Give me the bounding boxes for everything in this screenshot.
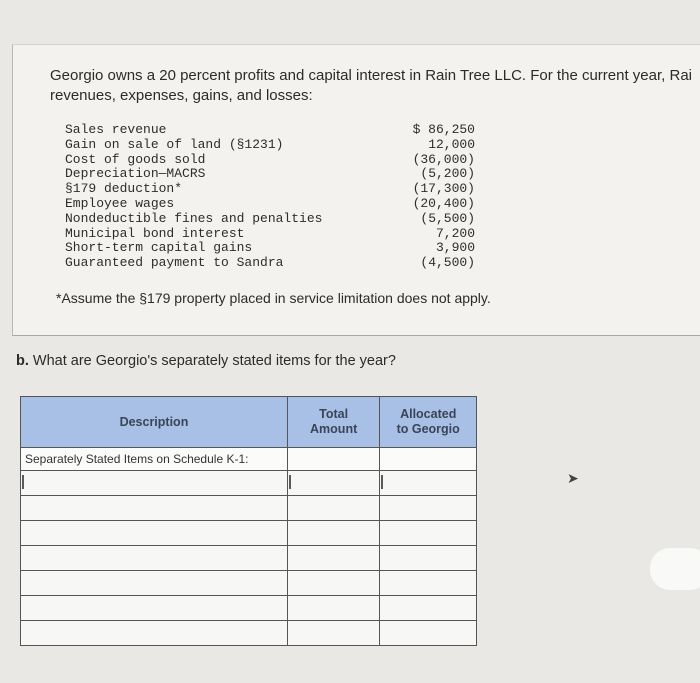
allocated-cell[interactable] — [380, 621, 477, 646]
description-input[interactable] — [24, 598, 288, 618]
allocated-input[interactable] — [383, 473, 477, 493]
financial-label: Sales revenue — [65, 122, 167, 137]
description-input[interactable] — [24, 548, 288, 568]
financial-label: Employee wages — [65, 195, 175, 211]
financial-label: Gain on sale of land (§1231) — [65, 136, 284, 152]
question-letter: b. — [16, 353, 29, 369]
description-cell[interactable] — [21, 471, 288, 496]
allocated-input[interactable] — [383, 573, 477, 593]
total-amount-cell[interactable] — [287, 496, 380, 521]
financial-value: (5,200) — [420, 166, 475, 182]
total-amount-cell[interactable] — [287, 521, 380, 546]
financial-row — [65, 197, 475, 212]
allocated-cell[interactable] — [380, 571, 477, 596]
total-amount-input[interactable] — [291, 498, 381, 518]
financial-value: $ 86,250 — [412, 122, 475, 137]
description-input[interactable] — [24, 473, 288, 493]
intro-line-2: revenues, expenses, gains, and losses: — [50, 87, 313, 104]
table-header-row — [21, 397, 477, 448]
table-row — [21, 621, 477, 646]
input-marker — [381, 475, 383, 489]
question-text: What are Georgio's separately stated items for the year? — [32, 353, 396, 369]
financial-value: (36,000) — [412, 151, 475, 167]
cursor-icon: ➤ — [567, 470, 579, 486]
k1-items-table — [20, 396, 477, 646]
header-total-line1: Total — [319, 407, 349, 421]
total-amount-input[interactable] — [291, 598, 381, 618]
total-amount-input[interactable] — [291, 623, 381, 643]
financial-label: §179 deduction* — [65, 181, 183, 197]
allocated-cell[interactable] — [380, 471, 477, 496]
financial-label: Guaranteed payment to Sandra — [65, 255, 284, 271]
allocated-cell[interactable] — [380, 496, 477, 521]
financial-row — [65, 212, 475, 227]
input-marker — [22, 475, 24, 489]
description-cell[interactable] — [21, 546, 288, 571]
table-row — [21, 521, 477, 546]
financial-value: 7,200 — [435, 225, 475, 241]
section-label-row — [21, 448, 477, 471]
allocated-cell[interactable] — [380, 596, 477, 621]
header-total-amount — [287, 397, 380, 448]
financial-label: Nondeductible fines and penalties — [65, 210, 323, 226]
footnote: *Assume the §179 property placed in service limitation does not apply. — [56, 290, 491, 306]
total-amount-input[interactable] — [291, 573, 381, 593]
financial-row — [65, 167, 475, 182]
section-label: Separately Stated Items on Schedule K-1: — [21, 448, 288, 471]
financial-row — [65, 227, 475, 242]
financial-value: (17,300) — [412, 181, 475, 197]
allocated-input[interactable] — [383, 498, 477, 518]
financial-label: Short-term capital gains — [65, 240, 253, 256]
header-description: Description — [21, 397, 288, 448]
financial-value: (4,500) — [420, 255, 475, 271]
input-marker — [289, 475, 291, 489]
header-allocated — [380, 397, 477, 448]
total-amount-input[interactable] — [291, 473, 381, 493]
financial-row — [65, 138, 475, 153]
financial-value: 12,000 — [428, 136, 475, 152]
description-input[interactable] — [24, 623, 288, 643]
financial-row — [65, 256, 475, 271]
table-row — [21, 571, 477, 596]
header-allocated-line2: to Georgio — [396, 422, 460, 436]
financial-value: (20,400) — [412, 195, 475, 211]
total-amount-cell[interactable] — [287, 596, 380, 621]
financial-label: Cost of goods sold — [65, 151, 206, 167]
total-amount-cell[interactable] — [287, 546, 380, 571]
financial-row — [65, 182, 475, 197]
financial-row — [65, 241, 475, 256]
header-total-line2: Amount — [310, 422, 358, 436]
intro-line-1: Georgio owns a 20 percent profits and capital interest in Rain Tree LLC. For the current year, Rai — [50, 67, 692, 84]
header-allocated-line1: Allocated — [400, 407, 457, 421]
table-row — [21, 496, 477, 521]
description-input[interactable] — [24, 498, 288, 518]
description-cell[interactable] — [21, 571, 288, 596]
total-amount-input[interactable] — [291, 548, 381, 568]
question-prompt — [16, 353, 396, 369]
total-amount-cell[interactable] — [287, 571, 380, 596]
allocated-input[interactable] — [383, 548, 477, 568]
allocated-input[interactable] — [383, 598, 477, 618]
financial-value: 3,900 — [435, 240, 475, 256]
table-row — [21, 546, 477, 571]
screen-glare — [650, 548, 700, 590]
allocated-cell[interactable] — [380, 546, 477, 571]
financial-label: Municipal bond interest — [65, 225, 245, 241]
financial-label: Depreciation—MACRS — [65, 166, 206, 182]
financial-items-list — [65, 123, 475, 271]
financial-row — [65, 123, 475, 138]
description-cell[interactable] — [21, 496, 288, 521]
table-row — [21, 596, 477, 621]
table-row — [21, 471, 477, 496]
description-cell[interactable] — [21, 596, 288, 621]
section-blank-cell — [380, 448, 477, 471]
problem-intro — [50, 66, 700, 106]
total-amount-cell[interactable] — [287, 471, 380, 496]
description-cell[interactable] — [21, 521, 288, 546]
description-input[interactable] — [24, 573, 288, 593]
allocated-input[interactable] — [383, 623, 477, 643]
financial-row — [65, 153, 475, 168]
section-blank-cell — [287, 448, 380, 471]
financial-value: (5,500) — [420, 210, 475, 226]
description-input[interactable] — [24, 523, 288, 543]
allocated-input[interactable] — [383, 523, 477, 543]
description-cell[interactable] — [21, 621, 288, 646]
total-amount-input[interactable] — [291, 523, 381, 543]
total-amount-cell[interactable] — [287, 621, 380, 646]
allocated-cell[interactable] — [380, 521, 477, 546]
